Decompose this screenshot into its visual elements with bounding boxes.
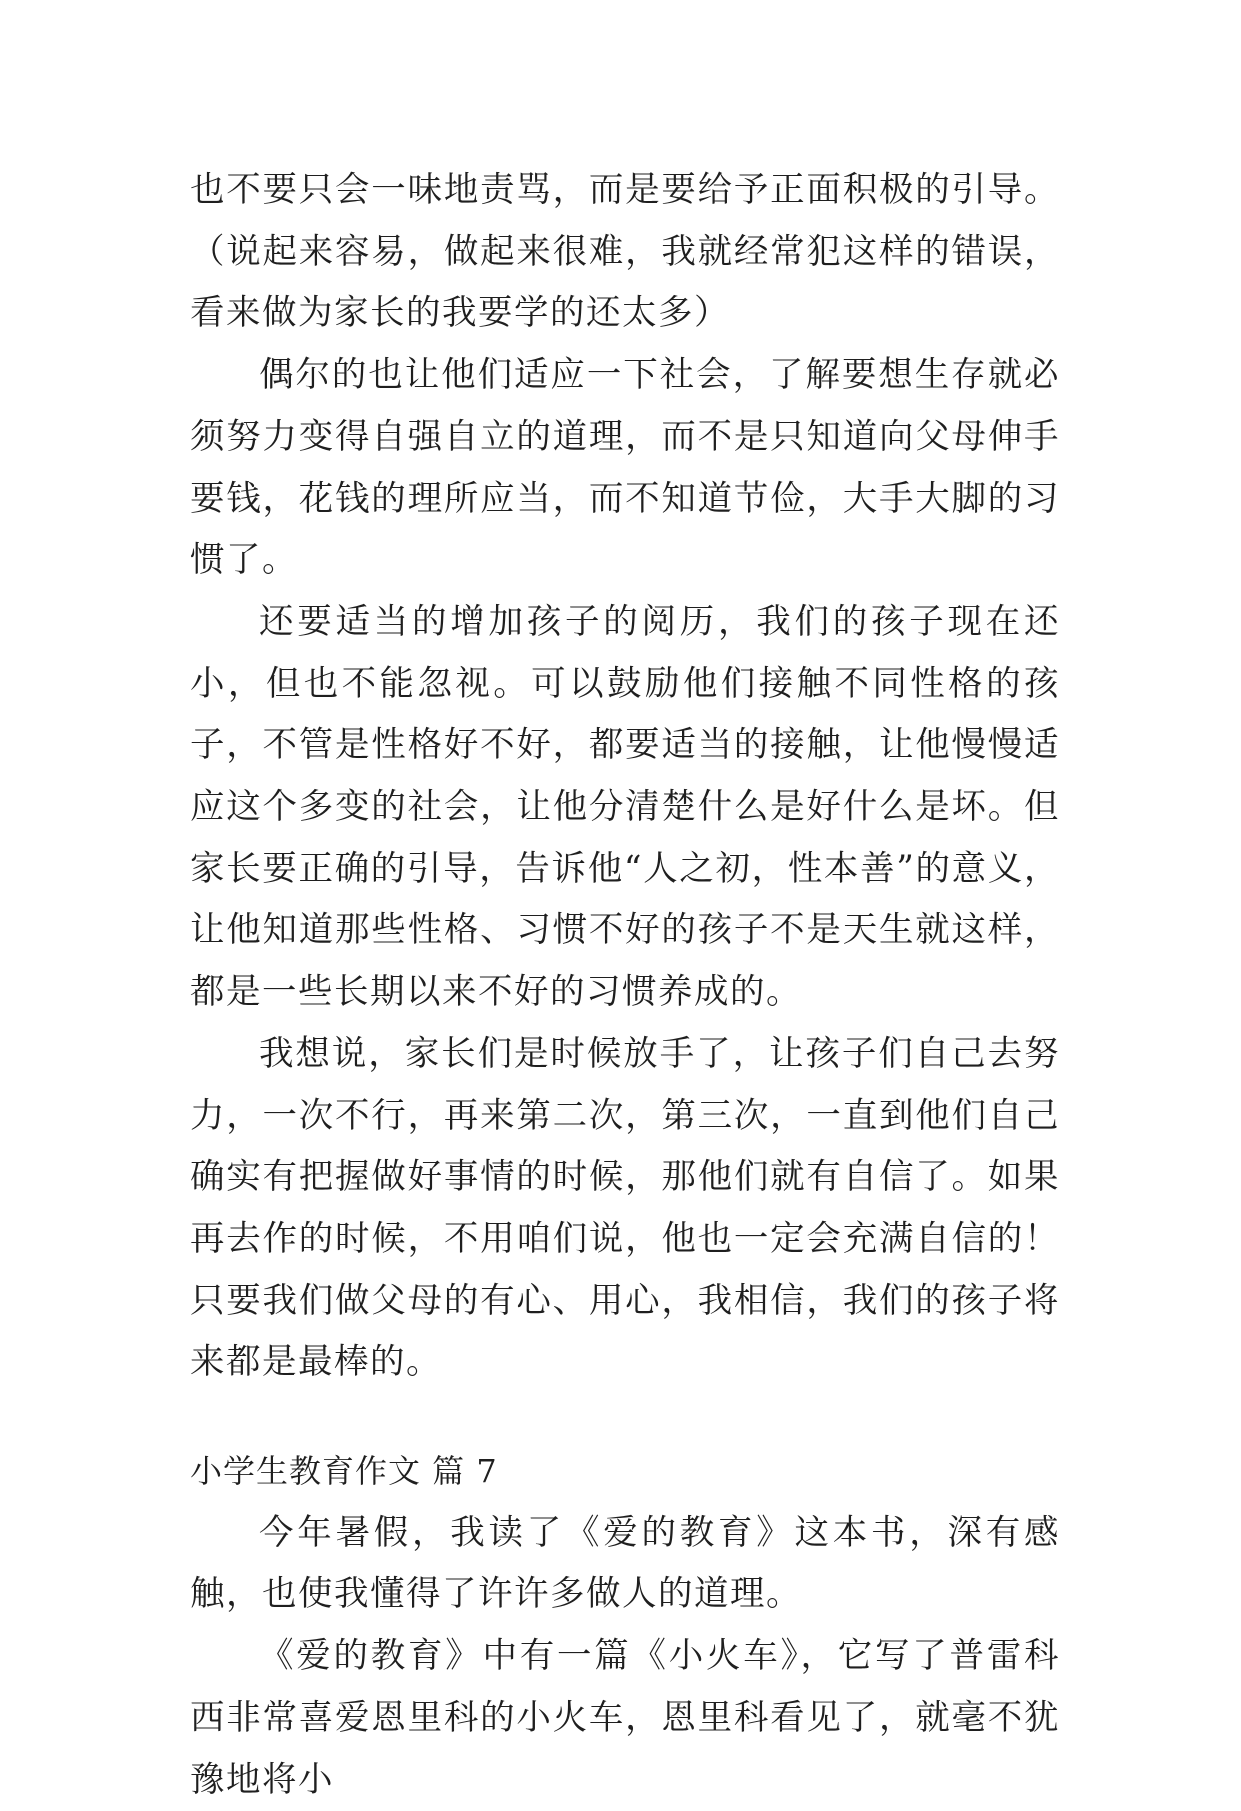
document-body — [190, 160, 1060, 1811]
section-paragraph-2: 《爱的教育》中有一篇《小火车》，它写了普雷科西非常喜爱恩里科的小火车，恩里科看见了，就毫不犹豫地将小 — [190, 1636, 1060, 1800]
paragraph-3: 还要适当的增加孩子的阅历，我们的孩子现在还小，但也不能忽视。可以鼓励他们接触不同性格的孩子，不管是性格好不好，都要适当的接触，让他慢慢适应这个多变的社会，让他分清楚什么是好什么是坏。但家长要正确的引导，告诉他“人之初，性本善”的意义，让他知道那些性格、习惯不好的孩子不是天生就这样，都是一些长期以来不好的习惯养成的。 — [190, 601, 1060, 1013]
section-title: 小学生教育作文 篇 7 — [190, 1452, 498, 1491]
paragraph-4: 我想说，家长们是时候放手了，让孩子们自己去努力，一次不行，再来第二次，第三次，一直到他们自己确实有把握做好事情的时候，那他们就有自信了。如果再去作的时候，不用咱们说，他也一定会充满自信的！只要我们做父母的有心、用心，我相信，我们的孩子将来都是最棒的。 — [190, 1033, 1060, 1383]
section-paragraph-1: 今年暑假，我读了《爱的教育》这本书，深有感触，也使我懂得了许许多做人的道理。 — [190, 1512, 1060, 1615]
paragraph-2: 偶尔的也让他们适应一下社会，了解要想生存就必须努力变得自强自立的道理，而不是只知道向父母伸手要钱，花钱的理所应当，而不知道节俭，大手大脚的习惯了。 — [190, 355, 1060, 581]
paragraph-1: 也不要只会一味地责骂，而是要给予正面积极的引导。（说起来容易，做起来很难，我就经常犯这样的错误，看来做为家长的我要学的还太多） — [190, 170, 1060, 334]
